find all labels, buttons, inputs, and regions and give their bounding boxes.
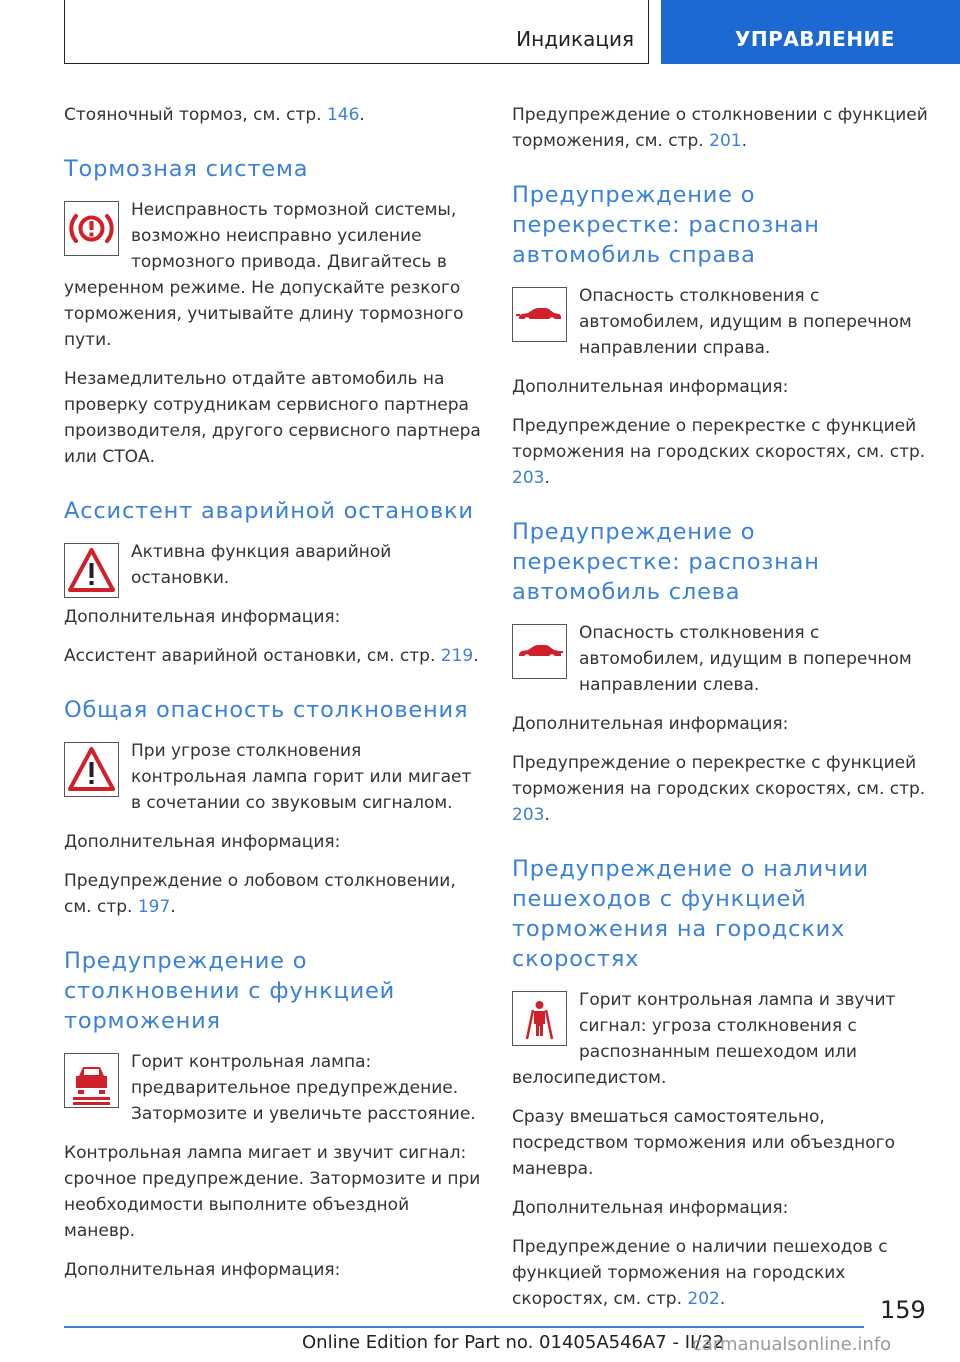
watermark: carmanualsonline.info	[692, 1334, 892, 1355]
right-column	[512, 102, 930, 1325]
heading-pedestrian: Предупреждение о наличии пешеходов с функцией торможения на городских скоростях	[512, 856, 869, 972]
pedestrian-warning-icon	[512, 991, 567, 1046]
heading-collision-danger: Общая опасность столкновения	[64, 697, 469, 723]
heading-collision-braking: Предупреждение о столкновении с функцией торможения	[64, 948, 396, 1034]
pedestrian-ref: Предупреждение о наличии пешеходов с функцией торможения на городских скоростях, см. стр. 202.	[512, 1237, 888, 1309]
pedestrian-text-2: Сразу вмешаться самостоятельно, посредством торможения или объездного маневра.	[512, 1107, 896, 1179]
brake-system-text-2: Незамедлительно отдайте автомобиль на проверку сотрудникам сервисного партнера производителя, другого сервисного партнера или СТОА.	[64, 369, 481, 467]
page-number: 159	[880, 1296, 926, 1324]
header-section-tab	[64, 0, 649, 64]
crossing-left-more-info: Дополнительная информация:	[512, 714, 789, 734]
car-collision-icon	[64, 1053, 119, 1108]
collision-braking-ref: Предупреждение о столкновении с функцией торможения, см. стр. 201.	[512, 105, 928, 151]
heading-crossing-right: Предупреждение о перекрестке: распознан автомобиль справа	[512, 182, 820, 268]
car-side-right-icon	[512, 287, 567, 342]
collision-danger-more-info: Дополнительная информация:	[64, 832, 341, 852]
crossing-left-block	[512, 620, 930, 711]
crossing-left-text-1: Опасность столкновения с автомобилем, идущим в поперечном направлении слева.	[579, 623, 912, 695]
collision-braking-block	[64, 1049, 482, 1140]
collision-braking-text-1: Горит контрольная лампа: предварительное предупреждение. Затормозите и увеличьте расстояние.	[131, 1052, 476, 1124]
page-link-203[interactable]: 203	[512, 468, 545, 488]
brake-system-block	[64, 197, 482, 366]
emergency-stop-ref: Ассистент аварийной остановки, см. стр. 219.	[64, 646, 479, 666]
collision-braking-more-info: Дополнительная информация:	[64, 1260, 341, 1280]
collision-danger-text-1: При угрозе столкновения контрольная лампа горит или мигает в сочетании со звуковым сигналом.	[131, 741, 472, 813]
header-chapter-title: УПРАВЛЕНИЕ	[735, 27, 895, 51]
page-link-146[interactable]: 146	[326, 105, 360, 125]
footer-divider	[64, 1326, 864, 1328]
heading-emergency-stop: Ассистент аварийной остановки	[64, 498, 474, 524]
emergency-stop-text-1: Активна функция аварийной остановки.	[131, 542, 392, 588]
brake-system-text-1: Неисправность тормозной системы, возможно неисправно усиление тормозного привода. Двигайтесь в умеренном режиме. Не допускайте резкого торможения, учитывайте длину тормозного пути.	[64, 200, 464, 350]
crossing-left-ref: Предупреждение о перекрестке с функцией торможения на городских скоростях, см. стр. 203.	[512, 753, 926, 825]
crossing-right-block	[512, 283, 930, 374]
header-chapter-tab[interactable]	[661, 0, 960, 64]
parking-brake-ref: Стояночный тормоз, см. стр. 146.	[64, 105, 365, 125]
page-link-203[interactable]: 203	[512, 805, 545, 825]
collision-braking-text-2: Контрольная лампа мигает и звучит сигнал: срочное предупреждение. Затормозите и при необходимости выполните объездной маневр.	[64, 1143, 481, 1241]
warning-triangle-icon	[64, 742, 119, 797]
header-section-title: Индикация	[516, 27, 634, 51]
page-link-201[interactable]: 201	[709, 131, 742, 151]
warning-triangle-icon	[64, 543, 119, 598]
pedestrian-more-info: Дополнительная информация:	[512, 1198, 789, 1218]
crossing-right-text-1: Опасность столкновения с автомобилем, идущим в поперечном направлении справа.	[579, 286, 912, 358]
collision-danger-ref: Предупреждение о лобовом столкновении, см. стр. 197.	[64, 871, 456, 917]
heading-crossing-left: Предупреждение о перекрестке: распознан автомобиль слева	[512, 519, 820, 605]
crossing-right-more-info: Дополнительная информация:	[512, 377, 789, 397]
collision-danger-block	[64, 738, 482, 829]
emergency-stop-block	[64, 539, 482, 643]
page-link-219[interactable]: 219	[440, 646, 474, 666]
pedestrian-text-1: Горит контрольная лампа и звучит сигнал: угроза столкновения с распознанным пешеходом или велосипедистом.	[512, 990, 896, 1088]
pedestrian-block	[512, 987, 930, 1104]
emergency-stop-more-info: Дополнительная информация:	[64, 607, 341, 627]
page-link-197[interactable]: 197	[137, 897, 171, 917]
brake-warning-icon	[64, 201, 119, 256]
footer-edition: Online Edition for Part no. 01405A546A7 - II/22	[302, 1332, 725, 1353]
crossing-right-ref: Предупреждение о перекрестке с функцией торможения на городских скоростях, см. стр. 203.	[512, 416, 926, 488]
left-column	[64, 102, 482, 1296]
heading-brake-system: Тормозная система	[64, 156, 309, 182]
car-side-left-icon	[512, 624, 567, 679]
page-link-202[interactable]: 202	[687, 1289, 720, 1309]
